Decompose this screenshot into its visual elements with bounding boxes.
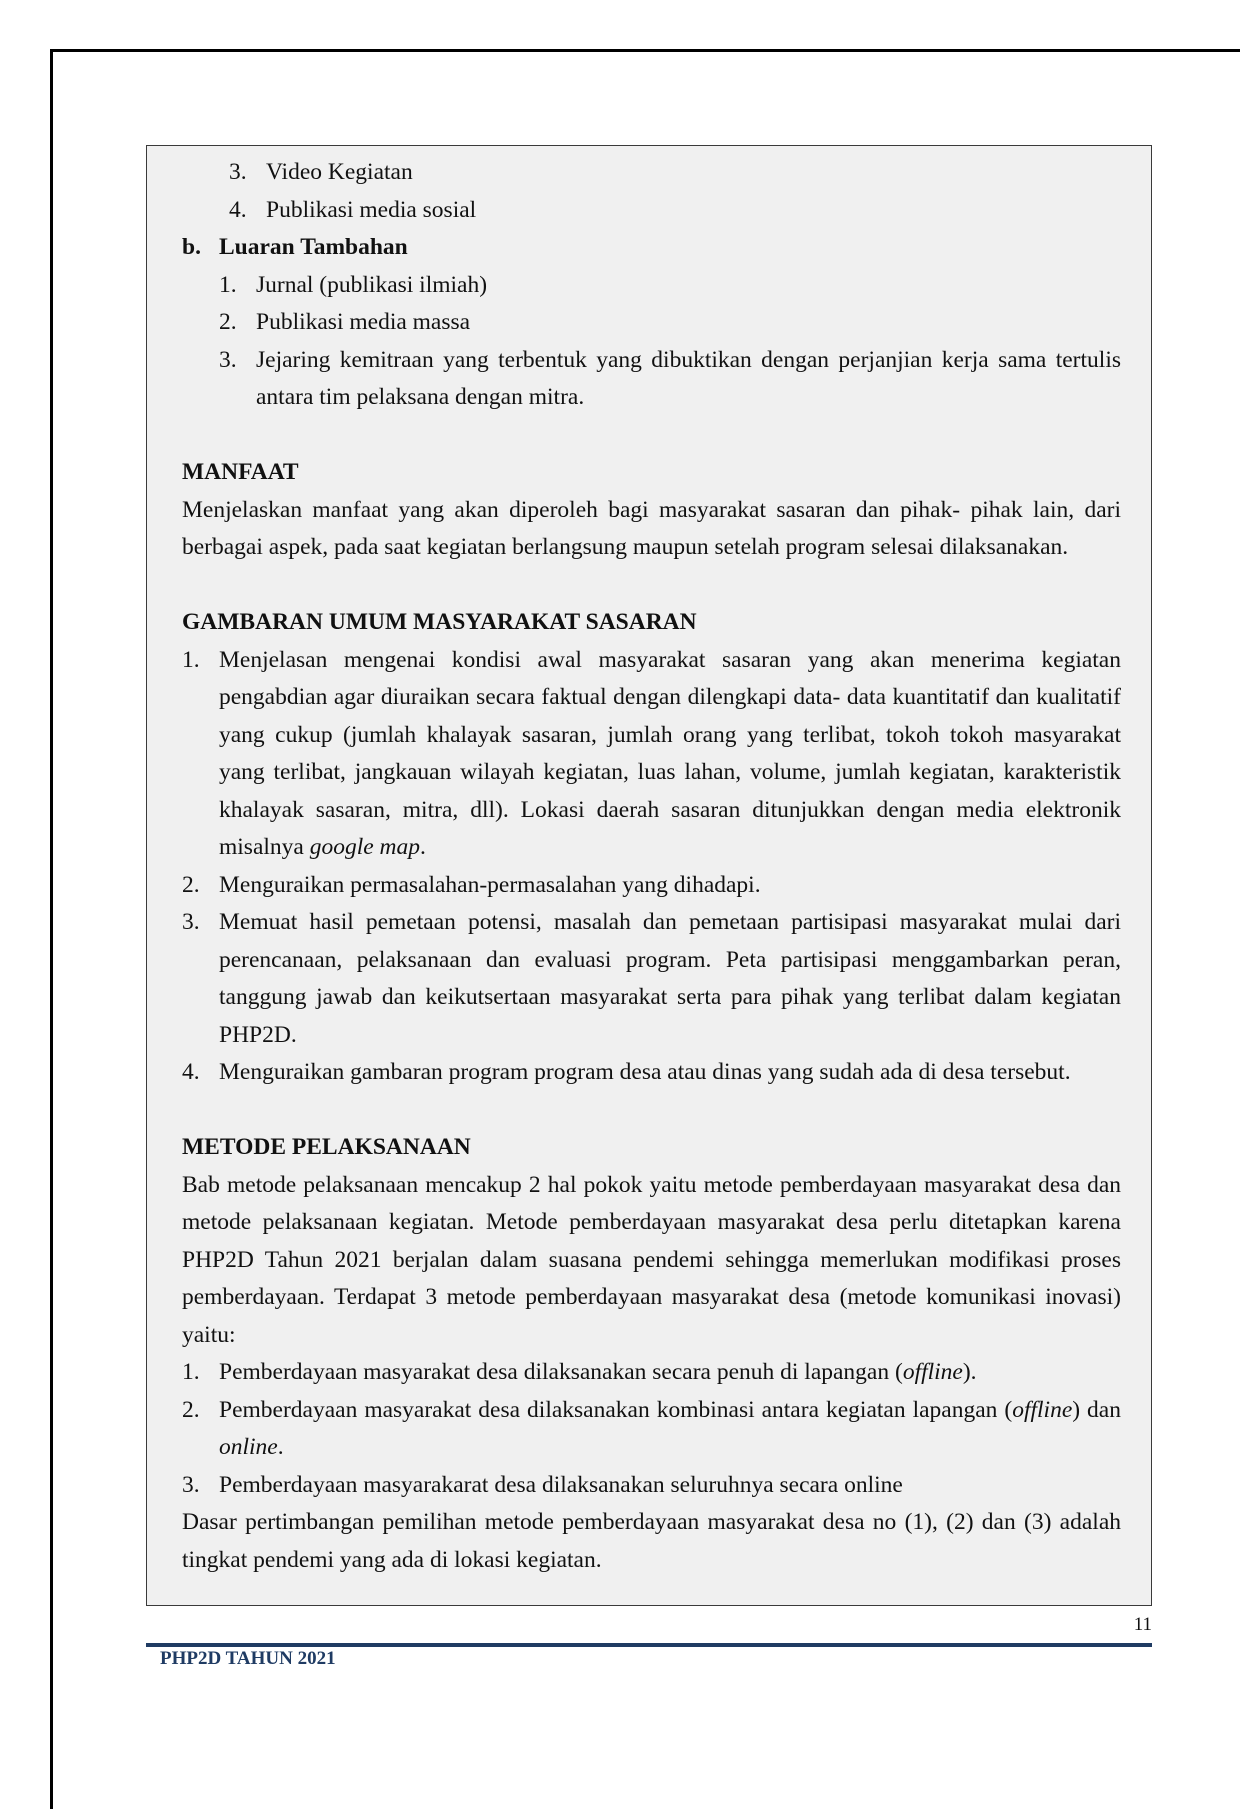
metode-intro: Bab metode pelaksanaan mencakup 2 hal pokok yaitu metode pemberdayaan masyarakat desa dan metode pelaksanaan kegiatan. Metode pemberdayaan masyarakat desa perlu ditetapkan karena PHP2D Tahun 2021 berjalan dalam suasana pendemi sehingga memerlukan modifikasi proses pemberdayaan. Terdapat 3 metode pemberdayaan masyarakat desa (metode komunikasi inovasi) yaitu: [182, 1171, 1121, 1348]
content-box [146, 145, 1152, 1606]
content-inner [182, 154, 1121, 1579]
list-text: Menjelasan mengenai kondisi awal masyarakat sasaran yang akan menerima kegiatan pengabdian agar diuraikan secara faktual dengan dilengkapi data- data kuantitatif dan kualitatif yang cukup (jumlah khalayak sasaran, jumlah orang yang terlibat, tokoh tokoh masyarakat yang terlibat, jangkauan wilayah kegiatan, luas lahan, volume, jumlah kegiatan, karakteristik khalayak sasaran, mitra, dll). Lokasi daerah sasaran ditunjukkan dengan media elektronik misalnya [219, 646, 1121, 860]
list-item [219, 267, 1121, 305]
footer-title: PHP2D TAHUN 2021 [160, 1648, 336, 1669]
list-text: Video Kegiatan [266, 159, 413, 185]
list-number: 3. [229, 159, 247, 185]
list-item [219, 304, 1121, 342]
list-text: Menguraikan gambaran program program desa atau dinas yang sudah ada di desa tersebut. [219, 1059, 1071, 1085]
list-text-italic: offline [1012, 1396, 1073, 1423]
list-number: 3. [182, 909, 200, 935]
list-number: 1. [219, 271, 237, 298]
section-marker: b. [182, 234, 201, 260]
list-item [182, 1467, 1121, 1505]
list-text: Pemberdayaan masyarakarat desa dilaksanakan seluruhnya secara online [219, 1471, 903, 1498]
list-text-italic: online [219, 1434, 278, 1460]
list-number: 1. [182, 646, 200, 673]
list-text: Publikasi media massa [256, 309, 471, 335]
list-text-after: . [420, 834, 426, 860]
list-number: 4. [229, 196, 247, 223]
metode-closing: Dasar pertimbangan pemilihan metode pemberdayaan masyarakat desa no (1), (2) dan (3) adalah tingkat pendemi yang ada di lokasi kegiatan. [182, 1509, 1121, 1573]
list-text: Memuat hasil pemetaan potensi, masalah dan pemetaan partisipasi masyarakat mulai dari perencanaan, pelaksanaan dan evaluasi program. Peta partisipasi menggambarkan peran, tanggung jawab dan keikutsertaan masyarakat serta para pihak yang terlibat dalam kegiatan PHP2D. [219, 909, 1121, 1048]
list-text-after: ). [962, 1359, 977, 1385]
list-item [182, 1054, 1121, 1092]
manfaat-body: Menjelaskan manfaat yang akan diperoleh bagi masyarakat sasaran dan pihak- pihak lain, dari berbagai aspek, pada saat kegiatan berlangsung maupun setelah program selesai dilaksanakan. [182, 496, 1121, 560]
list-item [229, 192, 1121, 230]
list-number: 2. [182, 871, 200, 898]
list-text: Pemberdayaan masyarakat desa dilaksanakan secara penuh di lapangan ( [219, 1359, 903, 1385]
list-text-after: . [277, 1434, 284, 1460]
section-b-heading [182, 229, 1121, 267]
list-text-after: ) dan [1072, 1396, 1121, 1423]
list-number: 2. [219, 309, 237, 335]
list-item [182, 642, 1121, 867]
footer-divider [146, 1643, 1152, 1647]
manfaat-heading: MANFAAT [182, 459, 299, 485]
list-text: Jejaring kemitraan yang terbentuk yang dibuktikan dengan perjanjian kerja sama tertulis antara tim pelaksana dengan mitra. [256, 346, 1121, 410]
list-text-italic: offline [902, 1359, 963, 1385]
list-item [229, 154, 1121, 192]
list-item [182, 1392, 1121, 1467]
gambaran-heading: GAMBARAN UMUM MASYARAKAT SASARAN [182, 609, 697, 635]
section-title: Luaran Tambahan [219, 234, 408, 260]
list-text: Jurnal (publikasi ilmiah) [256, 271, 488, 298]
list-number: 2. [182, 1396, 200, 1423]
list-number: 4. [182, 1059, 200, 1085]
list-item [182, 904, 1121, 1054]
list-text: Menguraikan permasalahan-permasalahan yang dihadapi. [219, 871, 761, 898]
list-text: Pemberdayaan masyarakat desa dilaksanakan kombinasi antara kegiatan lapangan ( [219, 1396, 1013, 1423]
metode-heading: METODE PELAKSANAAN [182, 1134, 471, 1160]
list-text: Publikasi media sosial [266, 196, 477, 223]
list-item [219, 342, 1121, 417]
list-number: 3. [219, 346, 237, 373]
list-text-italic: google map [309, 834, 421, 860]
list-number: 1. [182, 1359, 200, 1385]
page-number: 11 [1133, 1614, 1152, 1635]
list-item [182, 1354, 1121, 1392]
list-number: 3. [182, 1471, 200, 1498]
list-item [182, 867, 1121, 905]
